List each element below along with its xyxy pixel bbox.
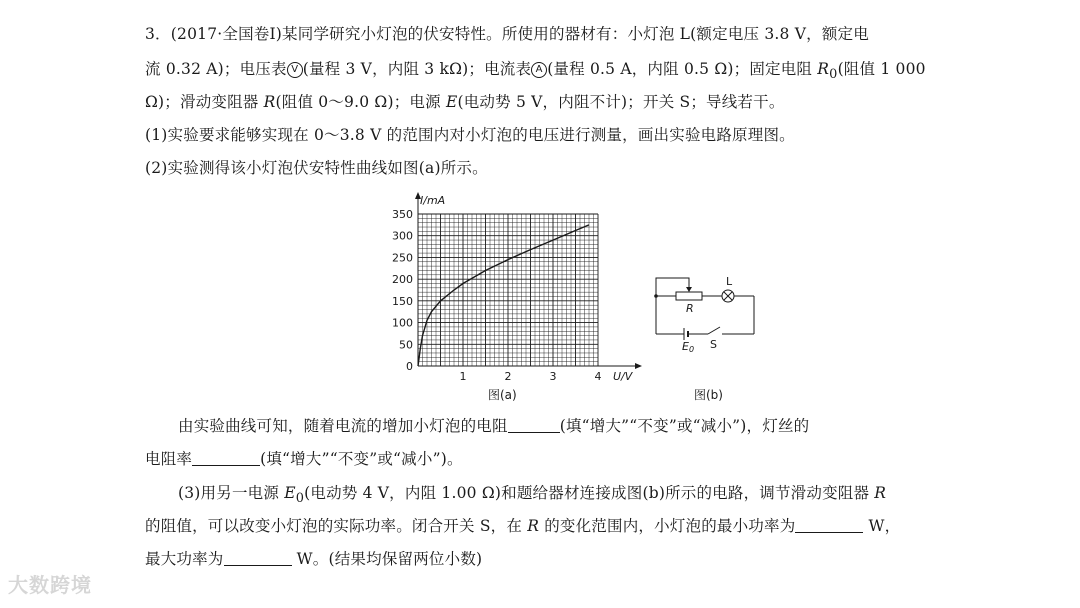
q3-text-3b: W。(结果均保留两位小数): [291, 550, 483, 568]
answer-blank-max-power[interactable]: [224, 551, 292, 566]
ammeter-icon: A: [531, 62, 547, 78]
y-axis-label: I/mA: [420, 194, 446, 207]
x-tick-label: 4: [594, 370, 602, 383]
rheostat-icon: [676, 292, 702, 300]
slider-arrow-icon: [686, 287, 692, 292]
e0-symbol: E: [284, 484, 296, 502]
label-e0: E0: [682, 340, 695, 352]
question-3-line-1: [178, 481, 886, 506]
stem-line-3: [145, 90, 785, 112]
x-axis-arrow-icon: [635, 363, 642, 369]
r0-subscript: 0: [829, 67, 838, 83]
q3-text-2b: 的变化范围内，小灯泡的最小功率为: [539, 517, 796, 535]
y-tick-label: 250: [392, 251, 413, 265]
label-s: S: [710, 338, 717, 351]
q3-text-2c: W，: [863, 517, 901, 535]
question-3-line-2: [145, 514, 900, 536]
stem-text-1: 3．(2017·全国卷Ⅰ)某同学研究小灯泡的伏安特性。所使用的器材有：小灯泡 L(额定电压 3.8 V，额定电: [145, 25, 869, 43]
question-2-text: (2)实验测得该小灯泡伏安特性曲线如图(a)所示。: [145, 159, 488, 177]
x-tick-label: 2: [504, 370, 512, 383]
q3-text-1a: (3)用另一电源: [178, 484, 285, 502]
x-axis-label: U/V: [613, 370, 633, 383]
y-tick-label: 350: [392, 208, 413, 221]
y-tick-label: 50: [399, 338, 413, 352]
switch-icon: [708, 327, 720, 334]
stem-text-3b: (阻值 0～9.0 Ω)；电源: [275, 93, 446, 111]
q3-text-1b: (电动势 4 V，内阻 1.00 Ω)和题给器材连接成图(b)所示的电路，调节滑动变阻器: [304, 484, 875, 502]
q3-r2-symbol: R: [527, 517, 540, 535]
stem-text-2d: (阻值 1 000: [837, 60, 926, 78]
x-tick-label: 3: [549, 370, 557, 383]
slider-wire: [656, 278, 689, 296]
r-symbol: R: [263, 93, 276, 111]
q2-text-2a: 由实验曲线可知，随着电流的增加小灯泡的电阻: [178, 417, 508, 435]
y-tick-label: 300: [392, 229, 413, 243]
chart-ticks: [392, 208, 602, 383]
question-3-line-3: [145, 547, 482, 569]
e0-subscript: 0: [295, 491, 305, 507]
q2-text-3b: (填“增大”“不变”或“减小”)。: [260, 450, 463, 468]
r0-symbol: R: [817, 60, 830, 78]
iv-curve-chart: [370, 186, 660, 386]
q3-text-2a: 的阻值，可以改变小灯泡的实际功率。闭合开关 S，在: [145, 517, 528, 535]
chart-grid: [418, 214, 598, 366]
question-2-line-2: [178, 414, 809, 436]
stem-text-2c: (量程 0.5 A，内阻 0.5 Ω)；固定电阻: [547, 60, 818, 78]
watermark: 大数跨境: [8, 573, 92, 597]
q3-r-symbol: R: [874, 484, 887, 502]
e-symbol: E: [445, 93, 458, 111]
figure-b-caption: 图(b): [694, 388, 723, 402]
stem-line-2: [145, 57, 926, 82]
q2-text-2b: (填“增大”“不变”或“减小”)，灯丝的: [559, 417, 810, 435]
stem-text-3c: (电动势 5 V，内阻不计)；开关 S；导线若干。: [457, 93, 785, 111]
answer-blank-min-power[interactable]: [795, 518, 863, 533]
voltmeter-icon: V: [287, 62, 303, 78]
stem-line-1: [145, 22, 869, 44]
q3-text-3a: 最大功率为: [145, 550, 224, 568]
stem-text-3a: Ω)；滑动变阻器: [145, 93, 264, 111]
y-tick-label: 0: [406, 360, 413, 373]
answer-blank-resistivity[interactable]: [192, 451, 260, 466]
label-r: R: [686, 302, 694, 315]
answer-blank-resistance[interactable]: [508, 418, 560, 433]
q2-text-3a: 电阻率: [145, 450, 193, 468]
y-tick-label: 100: [392, 316, 413, 330]
question-1-text: (1)实验要求能够实现在 0～3.8 V 的范围内对小灯泡的电压进行测量，画出实验电路原理图。: [145, 126, 795, 144]
stem-text-2b: (量程 3 V，内阻 3 kΩ)；电流表: [302, 60, 532, 78]
question-2-line-3: [145, 447, 463, 469]
question-2: [145, 156, 488, 178]
question-1: [145, 123, 795, 145]
circuit-diagram: [646, 272, 766, 352]
figure-a-caption: 图(a): [488, 388, 517, 402]
y-tick-label: 200: [392, 273, 413, 287]
x-tick-label: 1: [459, 370, 467, 383]
y-tick-label: 150: [392, 294, 413, 308]
stem-text-2a: 流 0.32 A)；电压表: [145, 60, 287, 78]
junction-dot: [654, 294, 658, 298]
label-l: L: [726, 275, 733, 288]
